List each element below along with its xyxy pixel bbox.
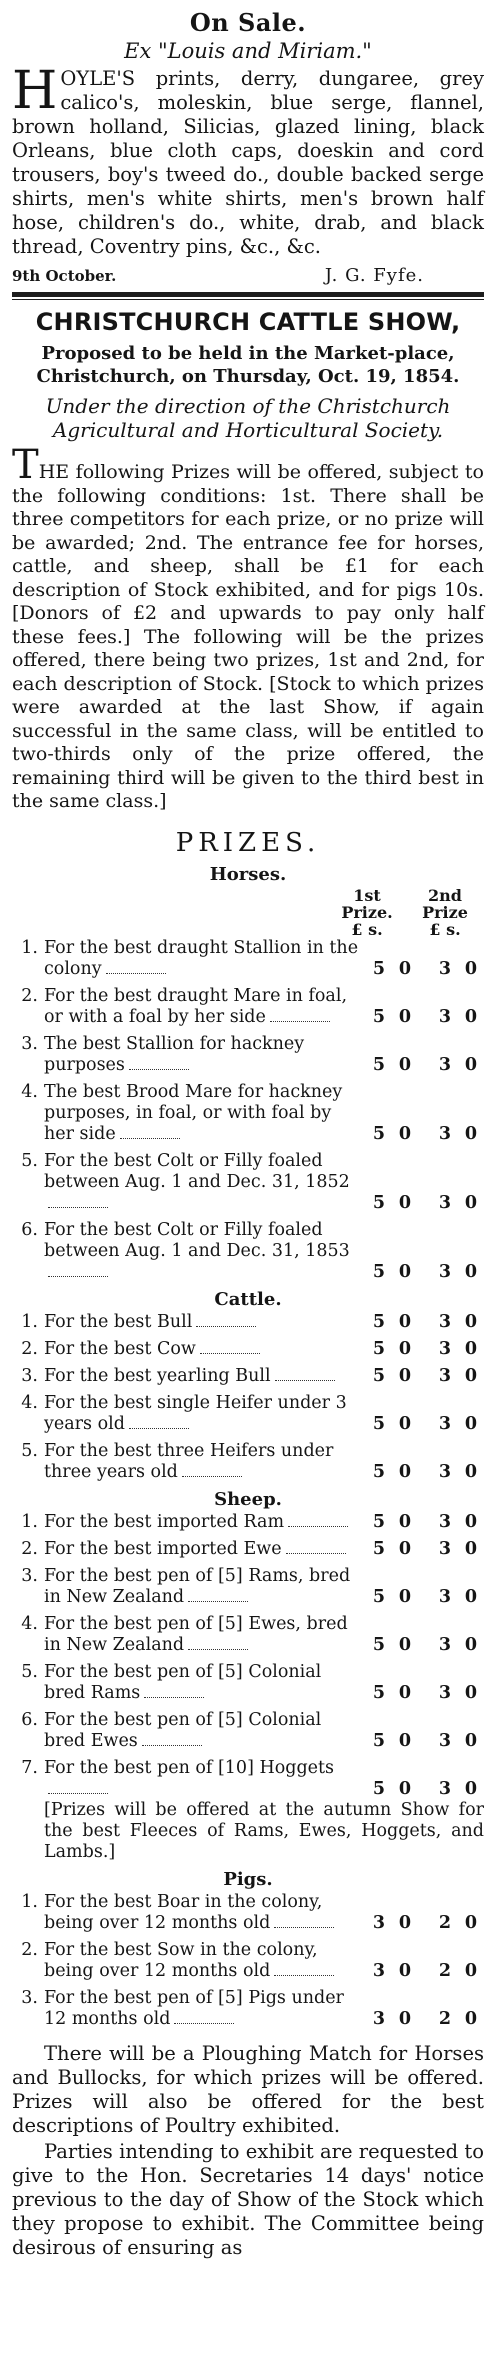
prize-description bbox=[44, 1758, 366, 1800]
prize-description bbox=[44, 1512, 366, 1533]
prize-number: 7. bbox=[21, 1757, 38, 1778]
first-prize-shillings: 0 bbox=[398, 1634, 412, 1655]
first-prize-shillings: 0 bbox=[398, 1006, 412, 1027]
first-prize-shillings: 0 bbox=[398, 1511, 412, 1532]
prize-row bbox=[12, 986, 484, 1028]
prize-description-text: For the best draught Stallion in the colony bbox=[44, 937, 359, 979]
dotted-leader bbox=[120, 1137, 180, 1139]
drop-cap-h: H bbox=[12, 61, 58, 121]
first-prize-shillings: 0 bbox=[398, 958, 412, 979]
prize-description-text: For the best pen of [5] Ewes, bred in New Zealand bbox=[44, 1613, 348, 1655]
first-prize-pounds: 5 bbox=[372, 1778, 386, 1799]
prize-description bbox=[44, 1082, 366, 1145]
cattle-show-intro bbox=[12, 442, 484, 814]
prizes-list bbox=[12, 828, 484, 2030]
prize-description bbox=[44, 986, 366, 1028]
column-gap bbox=[418, 1312, 432, 1333]
second-prize-shillings: 0 bbox=[464, 958, 478, 979]
first-prize-pounds: 5 bbox=[372, 1634, 386, 1655]
column-gap bbox=[418, 1710, 432, 1752]
second-prize-shillings: 0 bbox=[464, 1778, 478, 1799]
first-prize-shillings: 0 bbox=[398, 1538, 412, 1559]
prize-row bbox=[12, 1758, 484, 1800]
prize-column-headers bbox=[12, 887, 484, 938]
on-sale-date: 9th October. bbox=[12, 267, 117, 285]
dotted-leader bbox=[275, 1379, 335, 1381]
dotted-leader bbox=[129, 1068, 189, 1070]
prize-number: 2. bbox=[21, 1338, 38, 1359]
second-prize-pounds: 3 bbox=[438, 1365, 452, 1386]
prize-description-text: For the best Cow bbox=[44, 1338, 196, 1359]
divider-thick bbox=[12, 292, 484, 297]
second-prize-shillings: 0 bbox=[464, 1413, 478, 1434]
prize-row bbox=[12, 1366, 484, 1387]
prize-number: 2. bbox=[21, 1939, 38, 1960]
prize-row bbox=[12, 1220, 484, 1283]
first-prize-shillings: 0 bbox=[398, 1338, 412, 1359]
first-prize-shillings: 0 bbox=[398, 1261, 412, 1282]
prize-row bbox=[12, 1988, 484, 2030]
second-prize-pounds: 3 bbox=[438, 1461, 452, 1482]
column-gap bbox=[418, 1220, 432, 1283]
first-prize-pounds: 5 bbox=[372, 1054, 386, 1075]
prize-description bbox=[44, 1034, 366, 1076]
prize-description bbox=[44, 1539, 366, 1560]
second-prize-shillings: 0 bbox=[464, 1912, 478, 1933]
prize-row bbox=[12, 938, 484, 980]
dotted-leader bbox=[174, 2022, 234, 2024]
second-prize-pounds: 2 bbox=[438, 1960, 452, 1981]
second-prize-shillings: 0 bbox=[464, 1634, 478, 1655]
prize-row bbox=[12, 1034, 484, 1076]
cattle-show-intro-text: HE following Prizes will be offered, subject to the following conditions: 1st. There shall be three competitors for each prize, or no prize will be awarded; 2nd. The entrance fee for horses, cattle, and sheep, shall be £1 for each description of Stock exhibited, and for pigs 10s. [Donors of £2 and upwards to pay only half these fees.] The following will be the prizes offered, there being two prizes, 1st and 2nd, for each description of Stock. [Stock to which prizes were awarded at the last Show, if again successful in the same class, will be entitled to two-thirds only of the prize offered, the remaining third will be given to the third best in the same class.] bbox=[12, 461, 484, 812]
prize-number: 3. bbox=[21, 1365, 38, 1386]
first-prize-shillings: 0 bbox=[398, 2008, 412, 2029]
prize-row bbox=[12, 1892, 484, 1934]
first-prize-shillings: 0 bbox=[398, 1413, 412, 1434]
first-prize-pounds: 3 bbox=[372, 1912, 386, 1933]
first-prize-header bbox=[328, 887, 406, 938]
header-spacer bbox=[12, 887, 328, 938]
prize-description-text: The best Stallion for hackney purposes bbox=[44, 1033, 305, 1075]
second-prize-pounds: 3 bbox=[438, 958, 452, 979]
ship-line: Ex "Louis and Miriam." bbox=[124, 39, 372, 63]
first-prize-shillings: 0 bbox=[398, 1912, 412, 1933]
cattle-show-direction: Under the direction of the Christchurch Agricultural and Horticultural Society. bbox=[45, 394, 451, 442]
second-prize-pounds: 3 bbox=[438, 1778, 452, 1799]
prize-table bbox=[12, 1892, 484, 2030]
prize-description-text: For the best Sow in the colony, being over 12 months old bbox=[44, 1939, 318, 1981]
column-gap bbox=[418, 1339, 432, 1360]
on-sale-advert bbox=[12, 8, 484, 286]
prize-table bbox=[12, 1512, 484, 1800]
dotted-leader bbox=[188, 1600, 248, 1602]
column-gap bbox=[418, 1539, 432, 1560]
prize-number: 1. bbox=[21, 1891, 38, 1912]
prize-description-text: For the best Boar in the colony, being over 12 months old bbox=[44, 1891, 323, 1933]
first-prize-shillings: 0 bbox=[398, 1730, 412, 1751]
prize-row bbox=[12, 1566, 484, 1608]
column-gap bbox=[418, 1758, 432, 1800]
cattle-show-heading: CHRISTCHURCH CATTLE SHOW, bbox=[35, 308, 461, 336]
prize-description-text: For the best pen of [5] Pigs under 12 months old bbox=[44, 1987, 344, 2029]
prize-number: 1. bbox=[21, 937, 38, 958]
second-prize-shillings: 0 bbox=[464, 1682, 478, 1703]
second-prize-shillings: 0 bbox=[464, 1192, 478, 1213]
prize-section-heading: Horses. bbox=[209, 863, 287, 885]
prize-description-text: For the best draught Mare in foal, or with a foal by her side bbox=[44, 985, 348, 1027]
first-prize-pounds: 5 bbox=[372, 1538, 386, 1559]
second-prize-pounds: 3 bbox=[438, 1682, 452, 1703]
first-prize-pounds: 3 bbox=[372, 1960, 386, 1981]
prize-description-text: For the best imported Ewe bbox=[44, 1538, 282, 1559]
second-prize-pounds: 3 bbox=[438, 1006, 452, 1027]
second-prize-pounds: 3 bbox=[438, 1413, 452, 1434]
prize-sections bbox=[12, 864, 484, 2030]
first-prize-pounds: 5 bbox=[372, 1192, 386, 1213]
prize-row bbox=[12, 1151, 484, 1214]
prize-table bbox=[12, 938, 484, 1283]
second-prize-pounds: 3 bbox=[438, 1192, 452, 1213]
prize-description bbox=[44, 1662, 366, 1704]
prize-number: 5. bbox=[21, 1440, 38, 1461]
ploughing-match-paragraph: There will be a Ploughing Match for Horses and Bullocks, for which prizes will be offered. Prizes will also be offered for the best descriptions of Poultry exhibited. bbox=[12, 2041, 484, 2137]
second-prize-shillings: 0 bbox=[464, 1054, 478, 1075]
second-prize-shillings: 0 bbox=[464, 2008, 478, 2029]
prize-row bbox=[12, 1312, 484, 1333]
first-prize-pounds: 5 bbox=[372, 1461, 386, 1482]
column-gap bbox=[418, 1441, 432, 1483]
second-prize-header bbox=[406, 887, 484, 938]
first-prize-pounds: 5 bbox=[372, 1261, 386, 1282]
second-prize-shillings: 0 bbox=[464, 1730, 478, 1751]
first-prize-shillings: 0 bbox=[398, 1123, 412, 1144]
prize-description-text: The best Brood Mare for hackney purposes, in foal, or with foal by her side bbox=[44, 1081, 343, 1144]
second-prize-shillings: 0 bbox=[464, 1538, 478, 1559]
prize-description bbox=[44, 1940, 366, 1982]
column-gap bbox=[418, 986, 432, 1028]
prize-row bbox=[12, 1512, 484, 1533]
second-prize-pounds: 3 bbox=[438, 1634, 452, 1655]
prize-description bbox=[44, 1151, 366, 1214]
currency-label: £ s. bbox=[351, 919, 383, 939]
prize-number: 2. bbox=[21, 1538, 38, 1559]
first-prize-shillings: 0 bbox=[398, 1778, 412, 1799]
on-sale-body bbox=[12, 61, 484, 259]
prize-description-text: For the best pen of [5] Rams, bred in New Zealand bbox=[44, 1565, 351, 1607]
on-sale-heading: On Sale. bbox=[189, 8, 307, 37]
prize-description-text: For the best pen of [5] Colonial bred Ewes bbox=[44, 1709, 322, 1751]
prizes-heading: PRIZES. bbox=[175, 827, 321, 858]
column-gap bbox=[418, 1892, 432, 1934]
first-prize-shillings: 0 bbox=[398, 1311, 412, 1332]
second-prize-pounds: 3 bbox=[438, 1261, 452, 1282]
second-prize-shillings: 0 bbox=[464, 1365, 478, 1386]
first-prize-pounds: 3 bbox=[372, 2008, 386, 2029]
first-prize-pounds: 5 bbox=[372, 1006, 386, 1027]
second-prize-shillings: 0 bbox=[464, 1006, 478, 1027]
cattle-show-proposed: Proposed to be held in the Market-place, Christchurch, on Thursday, Oct. 19, 1854. bbox=[36, 343, 460, 387]
first-prize-shillings: 0 bbox=[398, 1960, 412, 1981]
dotted-leader bbox=[274, 1926, 334, 1928]
prize-description bbox=[44, 1441, 366, 1483]
second-prize-pounds: 2 bbox=[438, 2008, 452, 2029]
column-gap bbox=[418, 1566, 432, 1608]
dotted-leader bbox=[144, 1696, 204, 1698]
column-gap bbox=[418, 1151, 432, 1214]
second-prize-shillings: 0 bbox=[464, 1338, 478, 1359]
second-prize-shillings: 0 bbox=[464, 1461, 478, 1482]
prize-description-text: For the best Colt or Filly foaled between Aug. 1 and Dec. 31, 1853 bbox=[44, 1219, 350, 1261]
dotted-leader bbox=[48, 1275, 108, 1277]
dotted-leader bbox=[196, 1325, 256, 1327]
prize-number: 3. bbox=[21, 1033, 38, 1054]
second-prize-pounds: 3 bbox=[438, 1538, 452, 1559]
cattle-show-notice bbox=[12, 308, 484, 814]
first-prize-shillings: 0 bbox=[398, 1192, 412, 1213]
prize-number: 4. bbox=[21, 1081, 38, 1102]
column-gap bbox=[418, 1614, 432, 1656]
first-prize-pounds: 5 bbox=[372, 1123, 386, 1144]
first-prize-pounds: 5 bbox=[372, 1413, 386, 1434]
prize-description-text: For the best yearling Bull bbox=[44, 1365, 271, 1386]
on-sale-signature: J. G. Fyfe. bbox=[324, 265, 424, 286]
dotted-leader bbox=[182, 1475, 242, 1477]
prize-row bbox=[12, 1539, 484, 1560]
dotted-leader bbox=[274, 1974, 334, 1976]
column-gap bbox=[418, 1082, 432, 1145]
prize-row bbox=[12, 1710, 484, 1752]
prize-description-text: For the best pen of [5] Colonial bred Rams bbox=[44, 1661, 322, 1703]
prize-description bbox=[44, 938, 366, 980]
prize-row bbox=[12, 1614, 484, 1656]
prize-number: 5. bbox=[21, 1150, 38, 1171]
prize-row bbox=[12, 1940, 484, 1982]
prize-description-text: For the best Bull bbox=[44, 1311, 193, 1332]
column-gap bbox=[418, 1988, 432, 2030]
first-prize-pounds: 5 bbox=[372, 1338, 386, 1359]
dotted-leader bbox=[48, 1206, 108, 1208]
first-prize-shillings: 0 bbox=[398, 1365, 412, 1386]
dotted-leader bbox=[188, 1648, 248, 1650]
column-gap bbox=[418, 1512, 432, 1533]
dotted-leader bbox=[288, 1525, 348, 1527]
second-prize-shillings: 0 bbox=[464, 1960, 478, 1981]
prize-description bbox=[44, 1566, 366, 1608]
prize-row bbox=[12, 1441, 484, 1483]
prize-number: 4. bbox=[21, 1613, 38, 1634]
prize-description bbox=[44, 1710, 366, 1752]
second-prize-header-label: 2nd Prize bbox=[422, 885, 468, 922]
second-prize-pounds: 3 bbox=[438, 1511, 452, 1532]
second-prize-shillings: 0 bbox=[464, 1586, 478, 1607]
prize-row bbox=[12, 1662, 484, 1704]
on-sale-text: OYLE'S prints, derry, dungaree, grey calico's, moleskin, blue serge, flannel, brown holland, Silicias, glazed lining, black Orleans, blue cloth caps, doeskin and cord trousers, boy's tweed do., double backed serge shirts, men's white shirts, men's brown half hose, children's do., white, drab, and black thread, Coventry pins, &c., &c. bbox=[12, 67, 484, 258]
prize-number: 6. bbox=[21, 1709, 38, 1730]
dotted-leader bbox=[48, 1792, 108, 1794]
prize-description-text: For the best three Heifers under three years old bbox=[44, 1440, 334, 1482]
prize-section-heading: Cattle. bbox=[214, 1288, 282, 1310]
first-prize-shillings: 0 bbox=[398, 1586, 412, 1607]
prize-row bbox=[12, 1339, 484, 1360]
prize-section-heading: Sheep. bbox=[214, 1488, 282, 1510]
prize-number: 2. bbox=[21, 985, 38, 1006]
prize-description-text: For the best single Heifer under 3 years old bbox=[44, 1392, 347, 1434]
prize-number: 5. bbox=[21, 1661, 38, 1682]
prize-description bbox=[44, 1366, 366, 1387]
on-sale-footer bbox=[12, 265, 484, 286]
prize-description-text: For the best pen of [10] Hoggets bbox=[44, 1757, 335, 1778]
column-gap bbox=[418, 1393, 432, 1435]
dotted-leader bbox=[286, 1552, 346, 1554]
first-prize-header-label: 1st Prize. bbox=[341, 885, 393, 922]
column-gap bbox=[418, 1034, 432, 1076]
prize-number: 3. bbox=[21, 1565, 38, 1586]
column-gap bbox=[418, 1940, 432, 1982]
prize-description bbox=[44, 1988, 366, 2030]
currency-label: £ s. bbox=[429, 919, 461, 939]
prize-table bbox=[12, 1312, 484, 1483]
first-prize-shillings: 0 bbox=[398, 1682, 412, 1703]
second-prize-pounds: 3 bbox=[438, 1123, 452, 1144]
first-prize-pounds: 5 bbox=[372, 958, 386, 979]
second-prize-pounds: 3 bbox=[438, 1338, 452, 1359]
second-prize-pounds: 2 bbox=[438, 1912, 452, 1933]
second-prize-shillings: 0 bbox=[464, 1311, 478, 1332]
prize-number: 6. bbox=[21, 1219, 38, 1240]
column-gap bbox=[418, 938, 432, 980]
second-prize-pounds: 3 bbox=[438, 1730, 452, 1751]
prize-row bbox=[12, 1082, 484, 1145]
prize-description bbox=[44, 1312, 366, 1333]
second-prize-shillings: 0 bbox=[464, 1123, 478, 1144]
first-prize-pounds: 5 bbox=[372, 1511, 386, 1532]
exhibitor-notice-paragraph: Parties intending to exhibit are requested to give to the Hon. Secretaries 14 days' notice previous to the day of Show of the Stock which they propose to exhibit. The Committee being desirous of ensuring as bbox=[12, 2139, 484, 2259]
dotted-leader bbox=[129, 1427, 189, 1429]
prize-description bbox=[44, 1393, 366, 1435]
divider-thin bbox=[12, 299, 484, 300]
first-prize-pounds: 5 bbox=[372, 1311, 386, 1332]
first-prize-pounds: 5 bbox=[372, 1586, 386, 1607]
second-prize-pounds: 3 bbox=[438, 1586, 452, 1607]
dotted-leader bbox=[142, 1744, 202, 1746]
prize-number: 1. bbox=[21, 1511, 38, 1532]
dotted-leader bbox=[270, 1020, 330, 1022]
second-prize-shillings: 0 bbox=[464, 1261, 478, 1282]
prize-description bbox=[44, 1614, 366, 1656]
prize-row bbox=[12, 1393, 484, 1435]
prize-description bbox=[44, 1220, 366, 1283]
first-prize-pounds: 5 bbox=[372, 1365, 386, 1386]
first-prize-shillings: 0 bbox=[398, 1461, 412, 1482]
prize-description-text: For the best imported Ram bbox=[44, 1511, 285, 1532]
prize-section-heading: Pigs. bbox=[223, 1868, 273, 1890]
prize-description bbox=[44, 1892, 366, 1934]
column-gap bbox=[418, 1662, 432, 1704]
prize-description bbox=[44, 1339, 366, 1360]
prize-number: 4. bbox=[21, 1392, 38, 1413]
second-prize-pounds: 3 bbox=[438, 1311, 452, 1332]
first-prize-pounds: 5 bbox=[372, 1682, 386, 1703]
prize-description-text: For the best Colt or Filly foaled between Aug. 1 and Dec. 31, 1852 bbox=[44, 1150, 350, 1192]
second-prize-pounds: 3 bbox=[438, 1054, 452, 1075]
prize-number: 3. bbox=[21, 1987, 38, 2008]
dotted-leader bbox=[106, 972, 166, 974]
first-prize-shillings: 0 bbox=[398, 1054, 412, 1075]
prize-number: 1. bbox=[21, 1311, 38, 1332]
drop-cap-t: T bbox=[12, 442, 39, 488]
dotted-leader bbox=[200, 1352, 260, 1354]
first-prize-pounds: 5 bbox=[372, 1730, 386, 1751]
column-gap bbox=[418, 1366, 432, 1387]
second-prize-shillings: 0 bbox=[464, 1511, 478, 1532]
prize-section-note: [Prizes will be offered at the autumn Show for the best Fleeces of Rams, Ewes, Hoggets, and Lambs.] bbox=[44, 1799, 484, 1862]
